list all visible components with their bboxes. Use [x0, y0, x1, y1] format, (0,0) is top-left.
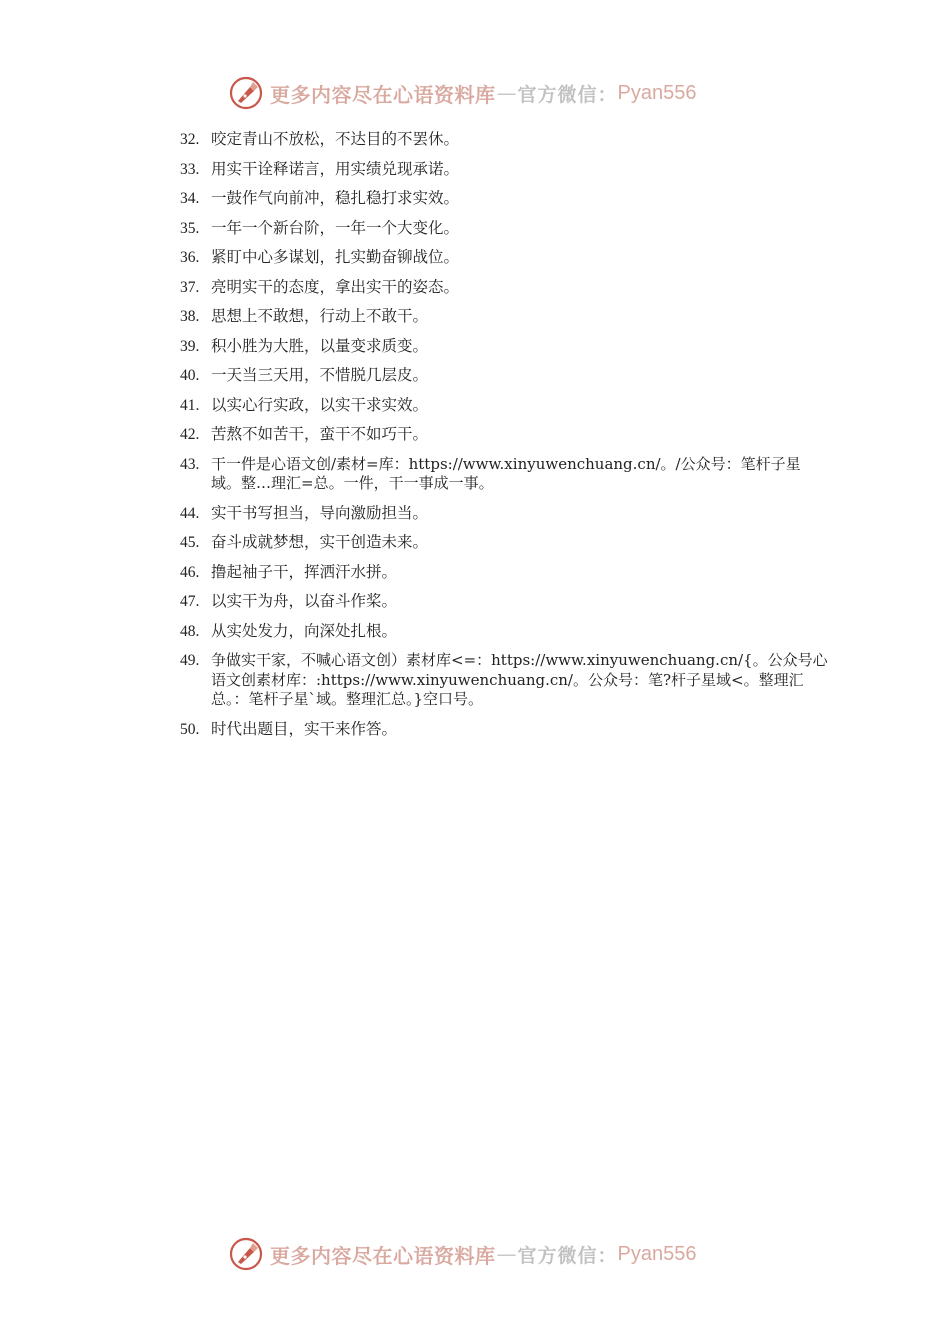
item-number: 34. [180, 190, 200, 207]
list-item [180, 337, 830, 357]
item-text: 从实处发力，向深处扎根。 [211, 621, 398, 640]
item-number: 45. [180, 534, 200, 551]
item-number: 38. [180, 308, 200, 325]
header-banner [228, 73, 728, 113]
item-number: 42. [180, 426, 200, 443]
list-item [180, 160, 830, 180]
list-item [180, 592, 830, 612]
banner-text: 更多内容尽在心语资料库 [270, 82, 496, 107]
item-text: 一鼓作气向前冲，稳扎稳打求实效。 [211, 189, 460, 207]
footer-banner [228, 1234, 728, 1274]
slogan-list [180, 130, 830, 749]
list-item [180, 504, 830, 524]
list-item [180, 533, 830, 553]
list-item [180, 278, 830, 298]
list-item [180, 307, 830, 327]
item-number: 49. [180, 652, 200, 669]
item-text: 干一件是心语文创/素材=库：https://www.xinyuwenchuang.cn/。/公众号：笔杆子星域。整…理汇=总。一件，干一事成一事。 [211, 454, 801, 492]
item-text: 苦熬不如苦干，蛮干不如巧干。 [211, 425, 429, 443]
item-text: 积小胜为大胜，以量变求质变。 [211, 336, 429, 355]
item-text: 奋斗成就梦想，实干创造未来。 [211, 533, 429, 551]
item-text: 实干书写担当，导向激励担当。 [211, 503, 429, 522]
banner-wechat-label: 官方微信： [517, 1244, 618, 1267]
item-number: 43. [180, 455, 200, 473]
item-text: 亮明实干的态度，拿出实干的姿态。 [211, 277, 460, 296]
item-number: 47. [180, 593, 200, 610]
item-number: 39. [180, 337, 200, 355]
item-number: 48. [180, 622, 200, 640]
item-text: 咬定青山不放松，不达目的不罢休。 [211, 130, 460, 148]
item-text: 思想上不敢想，行动上不敢干。 [211, 307, 429, 325]
list-item [180, 651, 830, 710]
banner-wechat-label: 官方微信： [517, 83, 618, 106]
list-item [180, 563, 830, 583]
item-number: 40. [180, 367, 200, 384]
list-item [180, 130, 830, 150]
list-item [180, 366, 830, 386]
item-text: 紧盯中心多谋划，扎实勤奋铆战位。 [211, 248, 460, 266]
item-text: 以实干为舟，以奋斗作桨。 [211, 592, 398, 610]
pen-nib-icon [228, 1236, 264, 1272]
list-item [180, 455, 830, 494]
list-item [180, 248, 830, 268]
item-text: 一年一个新台阶，一年一个大变化。 [211, 218, 460, 237]
list-item [180, 720, 830, 740]
list-item [180, 396, 830, 416]
item-number: 36. [180, 249, 200, 266]
item-number: 46. [180, 563, 200, 581]
item-number: 41. [180, 396, 200, 414]
item-text: 以实心行实政，以实干求实效。 [211, 395, 429, 414]
list-item [180, 219, 830, 239]
item-number: 35. [180, 219, 200, 237]
banner-separator: — [496, 81, 517, 105]
item-text: 一天当三天用，不惜脱几层皮。 [211, 366, 429, 384]
item-number: 32. [180, 131, 200, 148]
pen-nib-icon [228, 75, 264, 111]
list-item [180, 622, 830, 642]
item-number: 50. [180, 720, 200, 738]
list-item [180, 189, 830, 209]
item-text: 争做实干家，不喊心语文创）素材库<=：https://www.xinyuwenchuang.cn/{。公众号心语文创素材库：:https://www.xinyuwenchuang.cn/。公众号：笔?杆子星域<。整理汇总。：笔杆子星`域。整理汇总。}空口号。 [211, 651, 828, 708]
item-number: 33. [180, 160, 200, 178]
list-item [180, 425, 830, 445]
item-text: 撸起袖子干，挥洒汗水拼。 [211, 562, 398, 581]
item-number: 44. [180, 504, 200, 522]
item-number: 37. [180, 278, 200, 296]
banner-wechat-id: Pyan556 [617, 81, 697, 104]
item-text: 时代出题目，实干来作答。 [211, 719, 398, 738]
banner-text: 更多内容尽在心语资料库 [270, 1243, 496, 1268]
item-text: 用实干诠释诺言，用实绩兑现承诺。 [211, 159, 460, 178]
banner-separator: — [496, 1242, 517, 1266]
banner-wechat-id: Pyan556 [617, 1242, 697, 1265]
